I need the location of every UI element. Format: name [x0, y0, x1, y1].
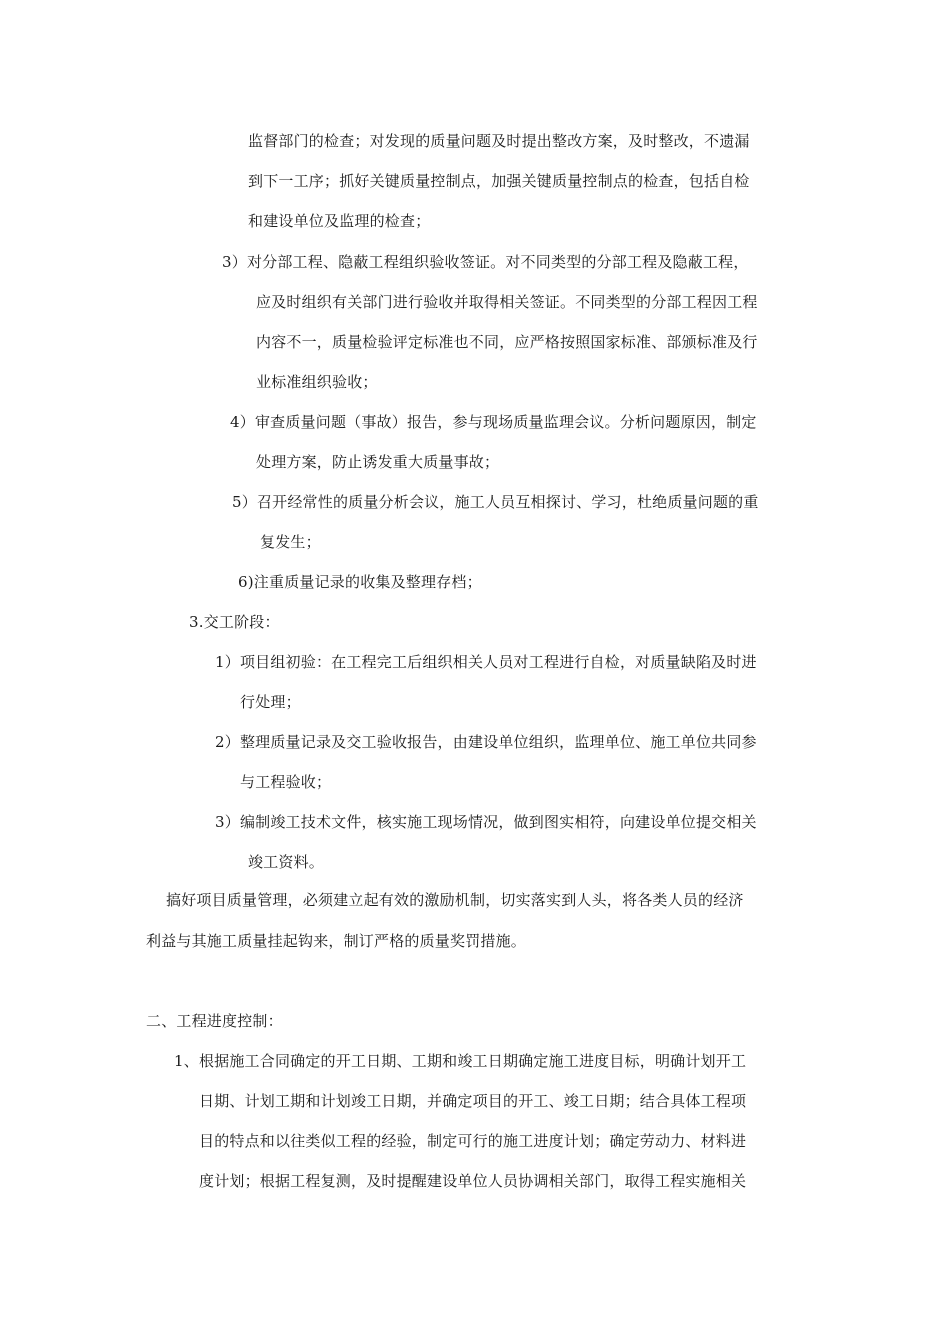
- text-line: 复发生；: [260, 533, 321, 551]
- text-line: 3）编制竣工技术文件，核实施工现场情况，做到图实相符，向建设单位提交相关: [215, 813, 757, 831]
- text-line: 5）召开经常性的质量分析会议，施工人员互相探讨、学习，杜绝质量问题的重: [232, 493, 759, 511]
- text-line: 应及时组织有关部门进行验收并取得相关签证。不同类型的分部工程因工程: [256, 293, 758, 311]
- text-line: 3）对分部工程、隐蔽工程组织验收签证。对不同类型的分部工程及隐蔽工程，: [222, 253, 749, 271]
- text-line: 1、根据施工合同确定的开工日期、工期和竣工日期确定施工进度目标，明确计划开工: [174, 1052, 747, 1070]
- text-line: 行处理；: [240, 693, 301, 711]
- text-line: 利益与其施工质量挂起钩来，制订严格的质量奖罚措施。: [146, 932, 527, 950]
- text-line: 竣工资料。: [248, 853, 325, 871]
- text-line: 6)注重质量记录的收集及整理存档；: [238, 573, 482, 591]
- text-line: 度计划；根据工程复测，及时提醒建设单位人员协调相关部门，取得工程实施相关: [199, 1172, 747, 1190]
- text-line: 日期、计划工期和计划竣工日期，并确定项目的开工、竣工日期；结合具体工程项: [199, 1092, 747, 1110]
- text-line: 业标准组织验收；: [256, 373, 378, 391]
- text-line: 与工程验收；: [240, 773, 332, 791]
- text-line: 目的特点和以往类似工程的经验，制定可行的施工进度计划；确定劳动力、材料进: [199, 1132, 747, 1150]
- text-line: 处理方案，防止诱发重大质量事故；: [256, 453, 500, 471]
- section-heading: 二、工程进度控制：: [146, 1012, 283, 1030]
- text-line: 和建设单位及监理的检查；: [248, 212, 431, 230]
- text-line: 1）项目组初验：在工程完工后组织相关人员对工程进行自检，对质量缺陷及时进: [215, 653, 757, 671]
- section-heading: 3.交工阶段：: [189, 613, 280, 631]
- text-line: 监督部门的检查；对发现的质量问题及时提出整改方案，及时整改，不遗漏: [248, 132, 750, 150]
- text-line: 搞好项目质量管理，必须建立起有效的激励机制，切实落实到人头，将各类人员的经济: [166, 891, 744, 909]
- text-line: 4）审查质量问题（事故）报告，参与现场质量监理会议。分析问题原因，制定: [230, 413, 757, 431]
- text-line: 2）整理质量记录及交工验收报告，由建设单位组织，监理单位、施工单位共同参: [215, 733, 757, 751]
- text-line: 内容不一，质量检验评定标准也不同，应严格按照国家标准、部颁标准及行: [256, 333, 758, 351]
- text-line: 到下一工序；抓好关键质量控制点，加强关键质量控制点的检查，包括自检: [248, 172, 750, 190]
